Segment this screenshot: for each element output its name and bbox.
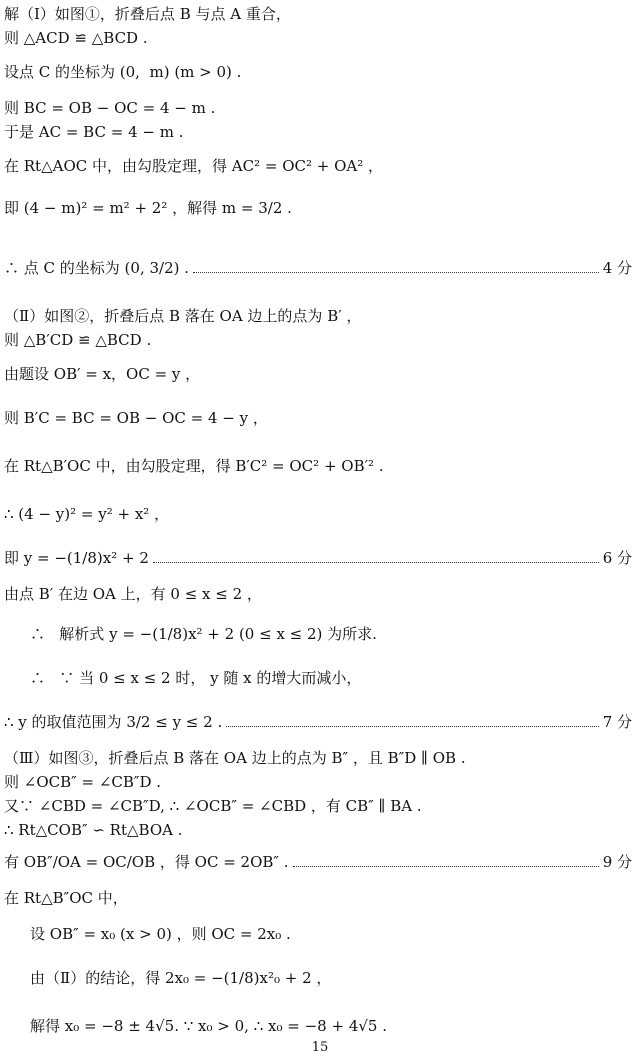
text-line [4,748,632,768]
text-line [4,408,632,428]
line-text: 在 Rt△B″OC 中， [4,889,128,907]
line-text: 即 y = −(1/8)x² + 2 [4,549,149,567]
line-text: ∴ Rt△COB″ ∽ Rt△BOA . [4,821,183,839]
text-line [30,924,632,944]
line-text: 设 OB″ = x₀ (x > 0) ，则 OC = 2x₀ . [30,925,291,943]
text-line [4,98,632,118]
line-text: 解（Ⅰ）如图①，折叠后点 B 与点 A 重合， [4,5,291,23]
line-text: （Ⅱ）如图②，折叠后点 B 落在 OA 边上的点为 B′ ， [4,307,362,325]
text-line [4,122,632,142]
line-text: ∴ 点 C 的坐标为 (0, 3/2) . [4,259,190,277]
line-text: 于是 AC = BC = 4 − m . [4,123,184,141]
text-line [4,504,632,524]
score-label: 6 分 [602,549,632,567]
text-line [30,624,632,644]
text-line [4,306,632,326]
text-line [4,456,632,476]
line-text: ∴ 解析式 y = −(1/8)x² + 2 (0 ≤ x ≤ 2) 为所求. [30,625,377,643]
line-text: 则 △B′CD ≌ △BCD . [4,331,152,349]
dot-leader [226,726,598,727]
text-line [4,548,632,568]
line-text: 有 OB″/OA = OC/OB ，得 OC = 2OB″ . [4,853,289,871]
line-text: 由点 B′ 在边 OA 上，有 0 ≤ x ≤ 2 ， [4,585,262,603]
text-line [4,796,632,816]
text-line [30,668,632,688]
text-line [30,968,632,988]
text-line [4,584,632,604]
line-text: ∴ (4 − y)² = y² + x² ， [4,505,170,523]
line-text: 即 (4 − m)² = m² + 2² ，解得 m = 3/2 . [4,199,292,217]
score-label: 9 分 [602,853,632,871]
text-line [4,198,632,218]
text-line [4,888,632,908]
line-text: 解得 x₀ = −8 ± 4√5. ∵ x₀ > 0, ∴ x₀ = −8 + 4√5 . [30,1017,387,1035]
dot-leader [193,272,599,273]
text-line [4,330,632,350]
line-text: 在 Rt△AOC 中，由勾股定理，得 AC² = OC² + OA² ， [4,157,384,175]
text-line [4,772,632,792]
line-text: 则 ∠OCB″ = ∠CB″D . [4,773,162,791]
dot-leader [293,866,599,867]
line-text: ∴ ∵ 当 0 ≤ x ≤ 2 时， y 随 x 的增大而减小， [30,669,362,687]
text-line [4,258,632,278]
line-text: 则 B′C = BC = OB − OC = 4 − y ， [4,409,268,427]
score-label: 7 分 [602,713,632,731]
line-text: 在 Rt△B′OC 中，由勾股定理，得 B′C² = OC² + OB′² . [4,457,384,475]
text-line [4,4,632,24]
text-line [4,62,632,82]
line-text: ∴ y 的取值范围为 3/2 ≤ y ≤ 2 . [4,713,223,731]
text-line [4,820,632,840]
line-text: 又∵ ∠CBD = ∠CB″D, ∴ ∠OCB″ = ∠CBD ，有 CB″ ∥ BA . [4,797,422,815]
score-label: 4 分 [602,259,632,277]
line-text: 则 BC = OB − OC = 4 − m . [4,99,216,117]
text-line [4,28,632,48]
dot-leader [153,562,599,563]
line-text: 设点 C 的坐标为 (0, m) (m > 0) . [4,63,242,81]
line-text: 则 △ACD ≌ △BCD . [4,29,148,47]
line-text: 由题设 OB′ = x，OC = y ， [4,365,201,383]
line-text: （Ⅲ）如图③，折叠后点 B 落在 OA 边上的点为 B″ ，且 B″D ∥ OB . [4,749,466,767]
text-line [4,156,632,176]
page-number: 15 [311,1040,329,1055]
text-line [4,712,632,732]
line-text: 由（Ⅱ）的结论，得 2x₀ = −(1/8)x²₀ + 2 ， [30,969,332,987]
text-line [30,1016,632,1036]
text-line [4,852,632,872]
text-line [4,364,632,384]
